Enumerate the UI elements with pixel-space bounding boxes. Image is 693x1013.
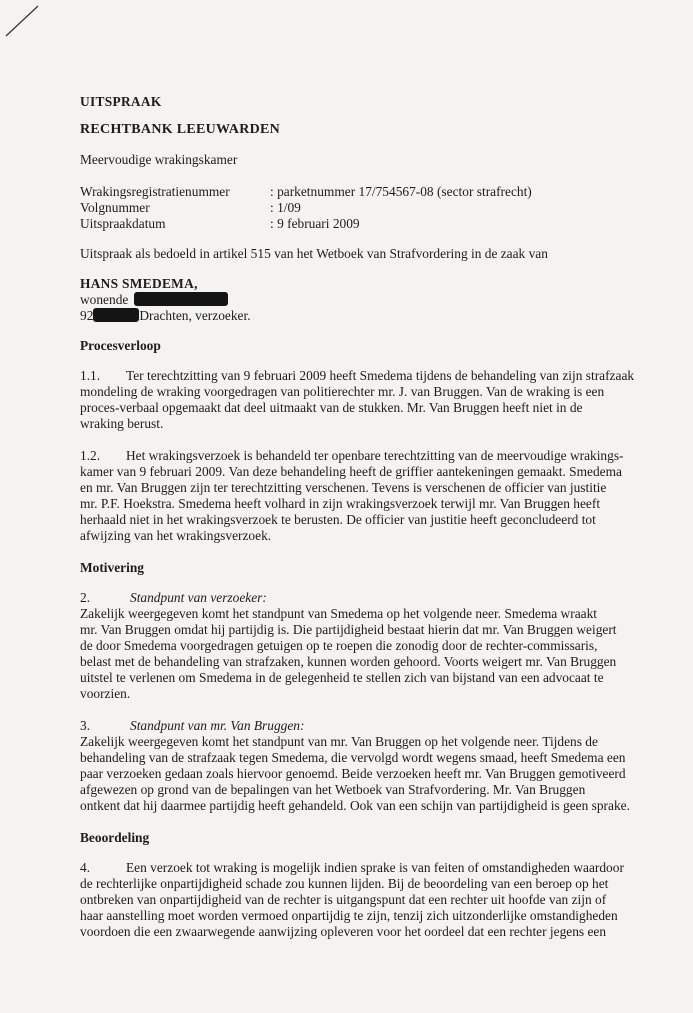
paragraph-line: voordoen die een zwaarwegende aanwijzing opleveren voor het oordeel dat een rechter jegens een	[80, 924, 607, 939]
paragraph-line: afwijzing van het wrakingsverzoek.	[80, 528, 272, 543]
meta-row	[80, 200, 684, 216]
paragraph-number: 1.1.	[80, 368, 101, 383]
section-heading-beoordeling: Beoordeling	[80, 830, 150, 845]
paragraph-1-1	[80, 368, 684, 432]
chamber-name: Meervoudige wrakingskamer	[80, 152, 238, 167]
paragraph-number: 2.	[80, 590, 91, 605]
paragraph-line: haar aanstelling moet worden vermoed onpartijdig te zijn, tenzij zich uitzonderlijke omstandigheden	[80, 908, 618, 923]
paragraph-number: 1.2.	[80, 448, 101, 463]
section-heading-procesverloop: Procesverloop	[80, 338, 161, 353]
paragraph-line: mr. P.F. Hoekstra. Smedema heeft volhard in zijn wrakingsverzoek terwijl mr. Van Bruggen heeft	[80, 496, 601, 511]
party-block	[80, 276, 684, 324]
scan-corner-mark	[4, 4, 40, 38]
paragraph-line: Zakelijk weergegeven komt het standpunt van mr. Van Bruggen op het volgende neer. Tijdens de	[80, 734, 598, 749]
paragraph-line: Ter terechtzitting van 9 februari 2009 heeft Smedema tijdens de behandeling van zijn strafzaak	[126, 368, 635, 383]
paragraph-line: paar verzoeken gedaan zoals hiervoor genoemd. Beide verzoeken heeft mr. Van Bruggen gemotiveerd	[80, 766, 626, 781]
paragraph-1-2	[80, 448, 684, 544]
party-name: HANS SMEDEMA,	[80, 276, 198, 291]
paragraph-line: belast met de behandeling van strafzaken, kunnen worden gehoord. Voorts weigert mr. Van Bruggen	[80, 654, 617, 669]
meta-value: : 1/09	[270, 200, 301, 215]
court-name: RECHTBANK LEEUWARDEN	[80, 122, 281, 137]
paragraph-2	[80, 590, 684, 702]
city-suffix: Drachten, verzoeker.	[139, 308, 251, 323]
party-address	[80, 308, 684, 324]
meta-label: Volgnummer	[80, 200, 150, 215]
paragraph-line: de door Smedema voorgedragen getuigen op te roepen die zonodig door de rechter-commissaris,	[80, 638, 598, 653]
paragraph-line: herhaald niet in het wrakingsverzoek te berusten. De officier van justitie heeft geconcludeerd tot	[80, 512, 596, 527]
paragraph-line: afgewezen op grond van de bepalingen van het Wetboek van Strafvordering. Mr. Van Bruggen	[80, 782, 586, 797]
paragraph-line: uitstel te verlenen om Smedema in de gelegenheid te stellen zich van bijstand van een advocaat te	[80, 670, 604, 685]
meta-value: : parketnummer 17/754567-08 (sector strafrecht)	[270, 184, 532, 199]
paragraph-line: ontbreken van onpartijdigheid van de rechter is uitgangspunt dat een rechter uit hoofde van zijn of	[80, 892, 607, 907]
meta-label: Uitspraakdatum	[80, 216, 166, 231]
paragraph-line: voorzien.	[80, 686, 131, 701]
party-residence	[80, 292, 684, 308]
redaction-bar	[93, 308, 139, 322]
paragraph-number: 3.	[80, 718, 91, 733]
paragraph-line: wraking berust.	[80, 416, 164, 431]
paragraph-line: mr. Van Bruggen omdat hij partijdig is. Die partijdigheid bestaat hierin dat mr. Van Bruggen weigert	[80, 622, 617, 637]
section-heading-motivering: Motivering	[80, 560, 144, 575]
paragraph-line: en mr. Van Bruggen zijn ter terechtzitting verschenen. Tevens is verschenen de officier van justitie	[80, 480, 607, 495]
intro-text: Uitspraak als bedoeld in artikel 515 van het Wetboek van Strafvordering in de zaak van	[80, 246, 548, 261]
paragraph-line: Een verzoek tot wraking is mogelijk indien sprake is van feiten of omstandigheden waardoor	[126, 860, 624, 875]
meta-row	[80, 184, 684, 200]
paragraph-number: 4.	[80, 860, 91, 875]
paragraph-line: Zakelijk weergegeven komt het standpunt van Smedema op het volgende neer. Smedema wraakt	[80, 606, 597, 621]
paragraph-line: de rechterlijke onpartijdigheid schade zou kunnen lijden. Bij de beoordeling van een beroep op het	[80, 876, 609, 891]
paragraph-line: kamer van 9 februari 2009. Van deze behandeling heeft de griffier aantekeningen gemaakt. Smedema	[80, 464, 622, 479]
paragraph-3	[80, 718, 684, 814]
residence-label: wonende	[80, 292, 129, 307]
paragraph-4	[80, 860, 684, 940]
meta-label: Wrakingsregistratienummer	[80, 184, 230, 199]
document-title: UITSPRAAK	[80, 94, 162, 109]
ruling-document	[80, 88, 684, 940]
paragraph-line: ontkent dat hij daarmee partijdig heeft gehandeld. Ook van een schijn van partijdigheid is geen sprake.	[80, 798, 630, 813]
paragraph-line: Het wrakingsverzoek is behandeld ter openbare terechtzitting van de meervoudige wrakings-	[126, 448, 624, 463]
case-metadata	[80, 184, 684, 232]
meta-value: : 9 februari 2009	[270, 216, 360, 231]
paragraph-line: mondeling de wraking voorgedragen van politierechter mr. J. van Bruggen. Van de wraking is een	[80, 384, 605, 399]
paragraph-line: proces-verbaal opgemaakt dat deel uitmaakt van de stukken. Mr. Van Bruggen heeft niet in de	[80, 400, 583, 415]
meta-row	[80, 216, 684, 232]
redaction-bar	[134, 292, 228, 306]
postal-prefix: 92	[80, 308, 94, 323]
paragraph-subheading: Standpunt van mr. Van Bruggen:	[130, 718, 305, 733]
paragraph-line: behandeling van de strafzaak tegen Smedema, die vervolgd wordt wegens smaad, heeft Smedema een	[80, 750, 626, 765]
paragraph-subheading: Standpunt van verzoeker:	[130, 590, 267, 605]
